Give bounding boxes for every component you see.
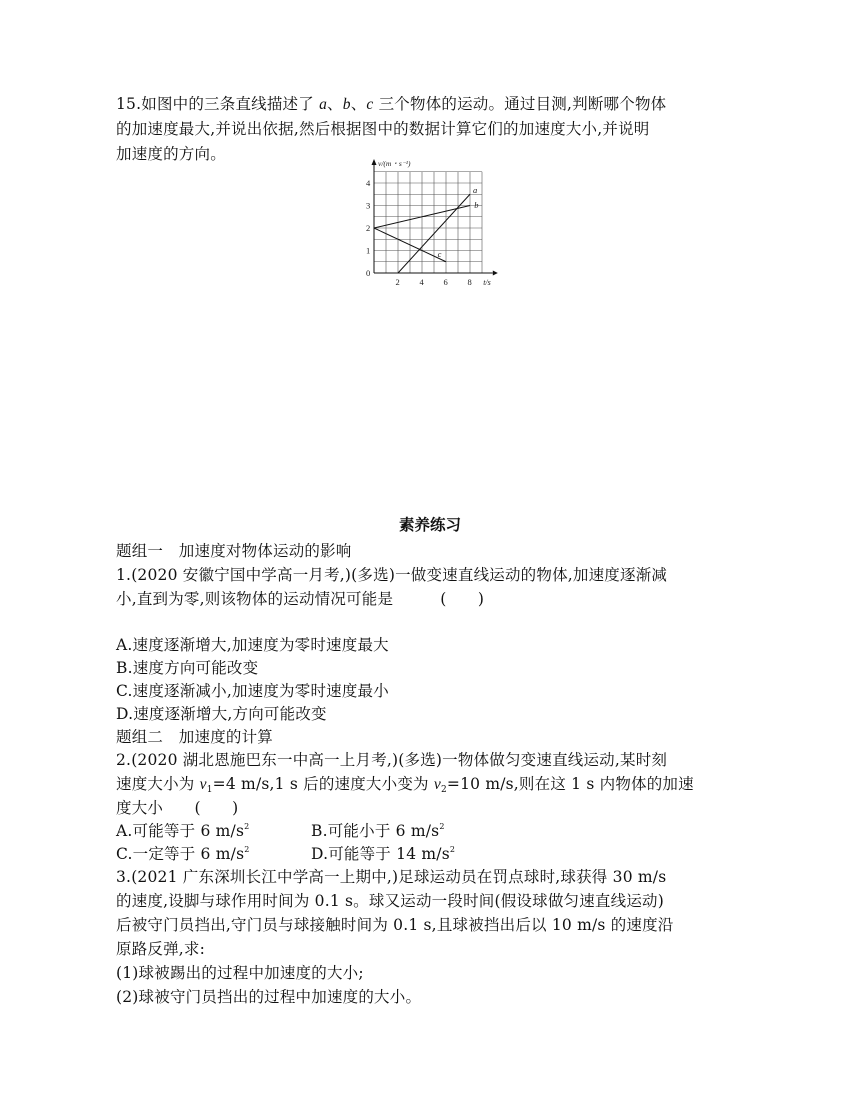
q15-text: 15.如图中的三条直线描述了 <box>116 95 320 113</box>
var-a: a <box>319 96 328 113</box>
y-axis-arrow <box>372 159 377 165</box>
q2-text: =10 m/s,则在这 1 s 内物体的加速 <box>446 775 694 793</box>
q1-option-a: A.速度逐渐增大,加速度为零时速度最大 <box>116 636 389 654</box>
y-tick-label: 4 <box>366 178 371 188</box>
q15-line-2: 的加速度最大,并说出依据,然后根据图中的数据计算它们的加速度大小,并说明 <box>116 120 650 138</box>
q2-options-row-2 <box>116 842 455 864</box>
subscript-2: 2 <box>440 785 447 795</box>
q2-option-b: B.可能小于 6 $m/s^2$ <box>311 822 445 840</box>
series-label-b: b <box>474 199 479 210</box>
q1-option-b: B.速度方向可能改变 <box>116 659 259 677</box>
group-1-title: 题组一 加速度对物体运动的影响 <box>116 542 352 560</box>
q3-part-2: (2)球被守门员挡出的过程中加速度的大小。 <box>116 988 422 1006</box>
q2-option-c: C.一定等于 6 $m/s^2$ <box>116 845 250 863</box>
q3-line-1: 3.(2021 广东深圳长江中学高一上期中,)足球运动员在罚点球时,球获得 30 m/s <box>116 868 667 886</box>
y-tick-label: 3 <box>366 200 371 211</box>
var-c: c <box>366 96 374 113</box>
q15-line-3: 加速度的方向。 <box>116 145 226 163</box>
var-v1: v <box>199 776 207 793</box>
q1-line-1: 1.(2020 安徽宁国中学高一月考,)(多选)一做变速直线运动的物体,加速度逐渐减 <box>116 566 668 584</box>
q3-line-2: 的速度,设脚与球作用时间为 0.1 s。球又运动一段时间(假设球做匀速直线运动) <box>116 892 664 910</box>
series-label-c: c <box>437 248 442 259</box>
subscript-1: 1 <box>206 785 213 795</box>
q2-text: =4 m/s,1 s 后的速度大小变为 <box>212 775 434 793</box>
q15-line-1 <box>116 92 666 114</box>
q2-options-row-1 <box>116 819 445 841</box>
q2-text: 速度大小为 <box>116 775 200 793</box>
separator: 、 <box>327 95 343 113</box>
q3-line-4: 原路反弹,求: <box>116 940 206 958</box>
graph-axes <box>372 159 498 276</box>
velocity-time-graph <box>360 158 500 290</box>
q2-line-1: 2.(2020 湖北恩施巴东一中高一上月考,)(多选)一物体做匀变速直线运动,某时刻 <box>116 751 668 769</box>
var-v2: v <box>433 776 441 793</box>
q1-option-c: C.速度逐渐减小,加速度为零时速度最小 <box>116 682 389 700</box>
q2-option-a: A.可能等于 6 $m/s^2$ <box>116 822 250 840</box>
x-tick-label: 4 <box>419 277 424 287</box>
x-axis-label: t/s <box>483 278 491 287</box>
y-tick-label: 1 <box>366 245 371 256</box>
y-axis-label: v/(m・s⁻¹) <box>378 159 411 168</box>
y-tick-label: 2 <box>366 223 371 233</box>
y-tick-label: 0 <box>366 268 371 278</box>
x-tick-label: 2 <box>395 277 400 287</box>
x-axis-arrow <box>493 271 498 276</box>
q3-part-1: (1)球被踢出的过程中加速度的大小; <box>116 964 364 982</box>
q1-line-2: 小,直到为零,则该物体的运动情况可能是 ( ) <box>116 590 485 608</box>
series-label-a: a <box>473 185 478 196</box>
x-tick-label: 6 <box>443 277 448 287</box>
q3-line-3: 后被守门员挡出,守门员与球接触时间为 0.1 s,且球被挡出后以 10 m/s 的速度沿 <box>116 916 674 934</box>
q2-line-3: 度大小 ( ) <box>116 799 239 817</box>
separator: 、 <box>350 95 367 113</box>
section-title: 素养练习 <box>398 515 461 534</box>
x-tick-label: 8 <box>467 277 472 287</box>
graph-labels <box>366 159 491 287</box>
var-b: b <box>342 96 351 113</box>
graph-grid <box>374 172 482 273</box>
q2-line-2 <box>116 772 694 795</box>
group-2-title: 题组二 加速度的计算 <box>116 728 274 746</box>
q15-text: 三个物体的运动。通过目测,判断哪个物体 <box>373 95 667 113</box>
q2-option-d: D.可能等于 14 $m/s^2$ <box>311 845 456 863</box>
q1-option-d: D.速度逐渐增大,方向可能改变 <box>116 705 327 723</box>
